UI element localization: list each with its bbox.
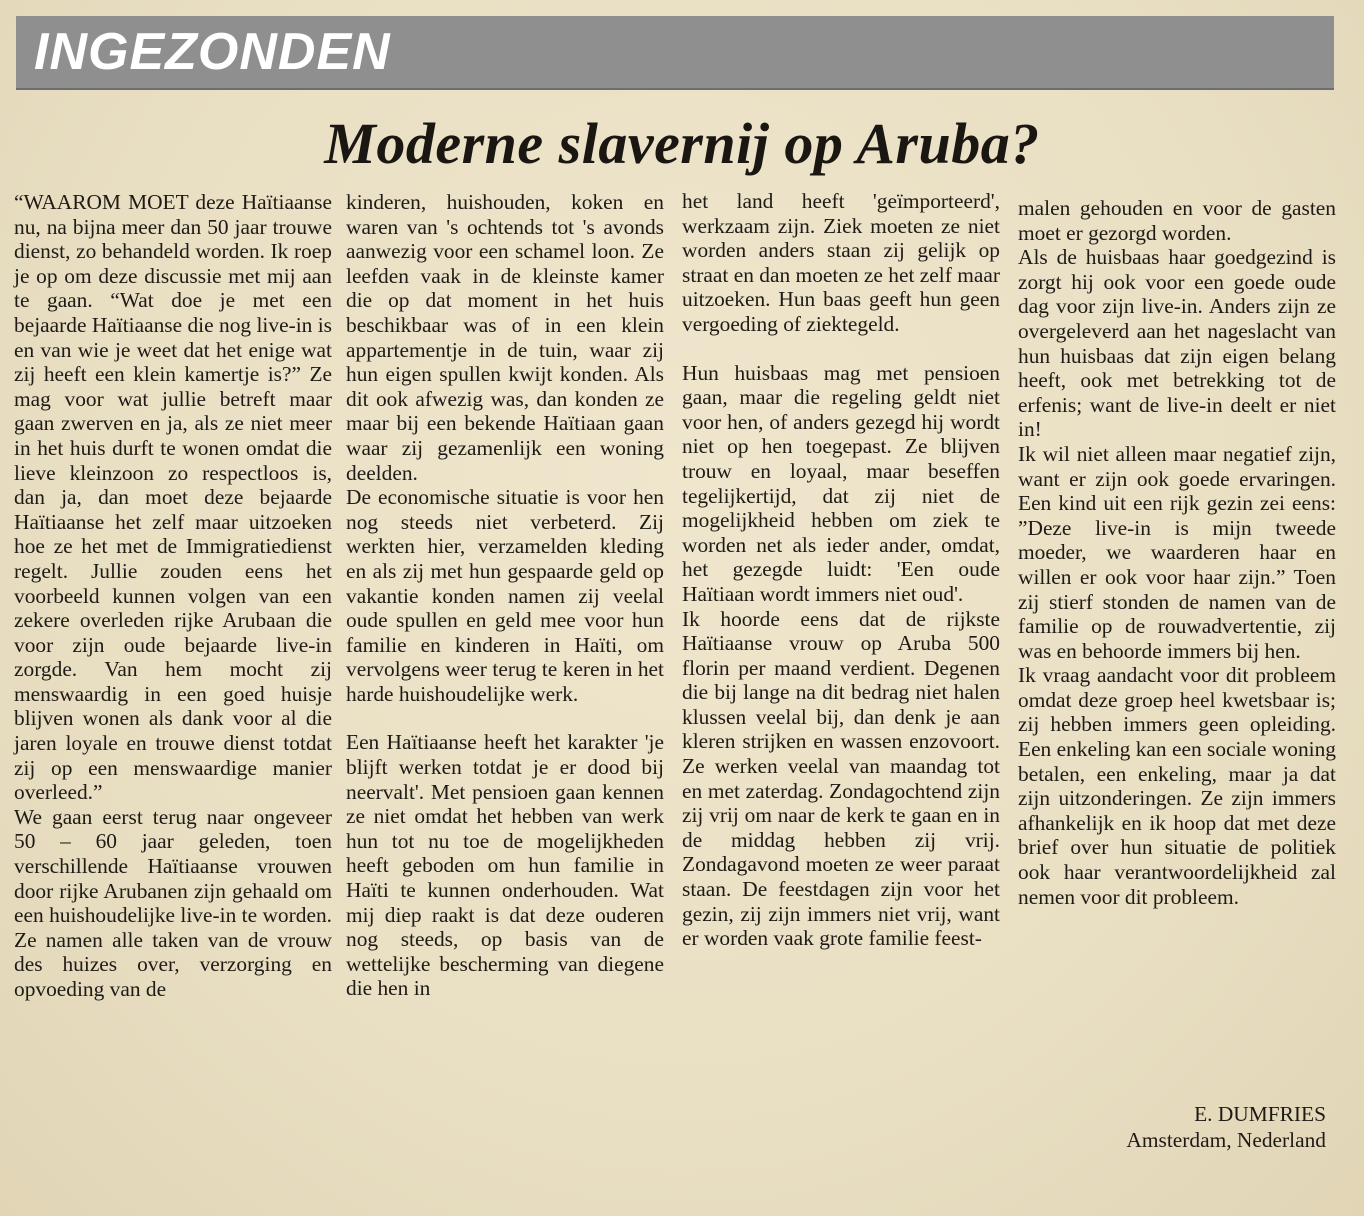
author-name: E. DUMFRIES (1194, 1102, 1326, 1126)
paragraph: De economische situatie is voor hen nog steeds niet verbeterd. Zij werkten hier, verzamelden kleding en als zij met hun gespaarde geld op vakantie konden namen zij veelal oude spullen en geld mee voor hun familie en kinderen in Haïti, om vervolgens weer terug te keren in het harde huishoudelijke werk. (346, 485, 664, 706)
article-column-1 (14, 190, 332, 1002)
paragraph: Ik vraag aandacht voor dit probleem omdat deze groep heel kwetsbaar is; zij hebben immers geen opleiding. Een enkeling kan een sociale woning betalen, een enkeling, maar ja dat zijn uitzonderingen. Ze zijn immers afhankelijk en ik hoop dat met deze brief over hun situatie de politiek ook haar verantwoordelijkheid zal nemen voor dit probleem. (1018, 663, 1336, 909)
article-column-3 (682, 189, 1000, 951)
article-headline: Moderne slavernij op Aruba? (324, 111, 1040, 176)
article-column-4 (1018, 196, 1336, 909)
paragraph: We gaan eerst terug naar ongeveer 50 – 60 jaar geleden, toen verschillende Haïtiaanse vrouwen door rijke Arubanen zijn gehaald om een huishoudelijke live-in te worden. Ze namen alle taken van de vrouw des huizes over, verzorging en opvoeding van de (14, 804, 332, 1001)
paragraph: Hun huisbaas mag met pensioen gaan, maar die regeling geldt niet voor hen, of anders gezegd hij wordt niet op hen toegepast. Ze blijven trouw en loyaal, maar beseffen tegelijkertijd, dat zij niet de mogelijkheid hebben om ziek te worden net als ieder ander, omdat, het gezegde luidt: 'Een oude Haïtiaan wordt immers niet oud'. (682, 360, 1000, 606)
paragraph: malen gehouden en voor de gasten moet er gezorgd worden. (1018, 196, 1336, 245)
paragraph: Ik wil niet alleen maar negatief zijn, want er zijn ook goede ervaringen. Een kind uit een rijk gezin zei eens: ”Deze live-in is mijn tweede moeder, we waarderen haar en willen er ook voor haar zijn.” Toen zij stierf stonden de namen van de familie op de rouwadvertentie, zij was en behoorde immers bij hen. (1018, 441, 1336, 663)
paragraph: “WAAROM MOET deze Haïtiaanse nu, na bijna meer dan 50 jaar trouwe dienst, zo behandeld worden. Ik roep je op om deze discussie met mij aan te gaan. “Wat doe je met een bejaarde Haïtiaanse die nog live-in is en van wie je weet dat het enige wat zij heeft een klein kamertje is?” Ze mag voor wat jullie betreft maar gaan zwerven en ja, als ze niet meer in het huis durft te wonen omdat die lieve kleinzoon zo respectloos is, dan ja, dan moet deze bejaarde Haïtiaanse het zelf maar uitzoeken hoe ze het met de Immigratiedienst regelt. Jullie zouden eens het voorbeeld kunnen volgen van een zekere overleden rijke Arubaan die voor zijn oude bejaarde live-in zorgde. Van hem mocht zij menswaardig in een goed huisje blijven wonen als dank voor al die jaren loyale en trouwe dienst totdat zij op een menswaardige manier overleed.” (14, 190, 332, 805)
author-location: Amsterdam, Nederland (1126, 1128, 1326, 1152)
paragraph: Een Haïtiaanse heeft het karakter 'je blijft werken totdat je er dood bij neervalt'. Met pensioen gaan kennen ze niet omdat het hebben van werk hun tot nu toe de mogelijkheden heeft geboden om hun familie in Haïti te kunnen onderhouden. Wat mij diep raakt is dat deze ouderen nog steeds, op basis van de wettelijke bescherming van diegene die hen in (346, 730, 664, 1001)
paragraph: Ik hoorde eens dat de rijkste Haïtiaanse vrouw op Aruba 500 florin per maand verdient. Degenen die bij lange na dit bedrag niet halen klussen veelal bij, dan denk je aan kleren strijken en wassen enzovoort. Ze werken veelal van maandag tot en met zaterdag. Zondagochtend zijn zij vrij om naar de kerk te gaan en in de middag hebben zij vrij. Zondagavond moeten ze weer paraat staan. De feestdagen zijn voor het gezin, zij zijn immers niet vrij, want er worden vaak grote familie feest- (682, 606, 1000, 951)
author-signature (1126, 1101, 1326, 1153)
section-label: INGEZONDEN (34, 23, 391, 81)
paragraph: Als de huisbaas haar goedgezind is zorgt hij ook voor een goede oude dag voor zijn live-in. Anders zijn ze overgeleverd aan het nageslacht van hun huisbaas dat zijn eigen belang heeft, ook met betrekking tot de erfenis; want de live-in deelt er niet in! (1018, 245, 1336, 442)
paragraph: kinderen, huishouden, koken en waren van 's ochtends tot 's avonds aanwezig voor een schamel loon. Ze leefden vaak in de kleinste kamer die op dat moment in het huis beschikbaar was of in een klein appartementje in de tuin, waar zij hun eigen spullen kwijt konden. Als dit ook afwezig was, dan konden ze maar bij een bekende Haïtiaan gaan waar zij gezamenlijk een woning deelden. (346, 190, 664, 485)
paragraph: het land heeft 'geïmporteerd', werkzaam zijn. Ziek moeten ze niet worden anders staan zij gelijk op straat en dan moeten ze het zelf maar uitzoeken. Hun baas geeft hun geen vergoeding of ziektegeld. (682, 189, 1000, 336)
article-column-2 (346, 190, 664, 1001)
section-banner (16, 16, 1334, 90)
